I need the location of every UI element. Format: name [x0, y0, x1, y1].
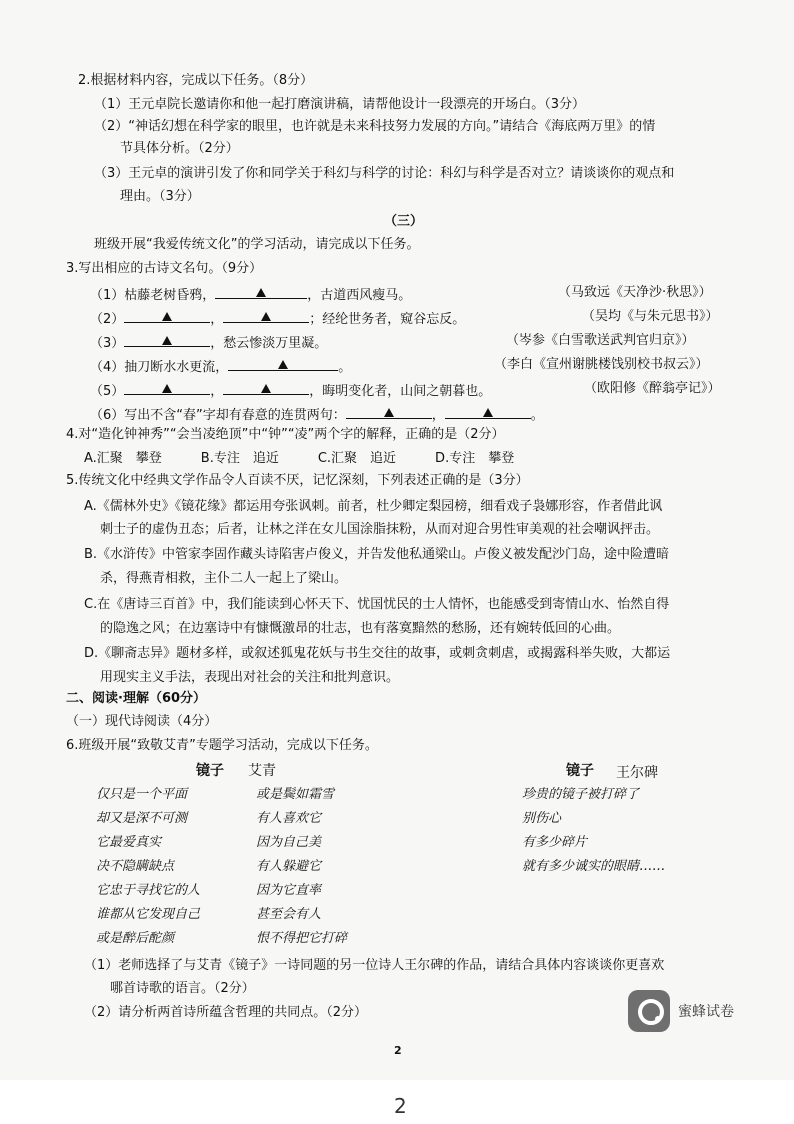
q5-option-d-line-2: 用现实主义手法，表现出对社会的关注和批判意识。 [100, 670, 400, 685]
q3-row-1-suffix: ，古道西风瘦马。 [307, 288, 412, 303]
poem-2-line: 别伤心 [522, 811, 562, 826]
poem-1-line: 决不隐瞒缺点 [96, 859, 175, 874]
q3-row-6-prefix: （6）写出不含“春”字却有春意的连贯两句： [90, 408, 346, 423]
poem-1-title: 镜子 [196, 763, 224, 779]
q3-row-6: （6）写出不含“春”字却有春意的连贯两句： ， 。 [90, 404, 544, 425]
q3-row-5: （5） ， ，晦明变化者，山间之朝暮也。 [90, 380, 491, 401]
q3-row-1 [90, 284, 411, 305]
q3-row-3-prefix: （3） [90, 336, 125, 351]
poem-1-line: 甚至会有人 [256, 907, 322, 922]
q3-row-5-source: （欧阳修《醉翁亭记》） [584, 381, 721, 396]
q6-task-1-line-2: 哪首诗歌的语言。（2分） [110, 981, 255, 996]
triangle-marker-icon [261, 384, 271, 393]
answer-blank[interactable] [228, 356, 338, 371]
poem-2-line: 有多少碎片 [522, 835, 588, 850]
q3-row-2: （2） ， ；经纶世务者，窥谷忘反。 [90, 308, 465, 329]
poem-2-author: 王尔碑 [616, 765, 658, 781]
bee-q-icon [628, 990, 670, 1032]
viewer-page-number: 2 [394, 1094, 407, 1118]
triangle-marker-icon [261, 312, 271, 321]
poem-1-line: 因为自己美 [256, 835, 322, 850]
q3-row-3 [90, 332, 327, 353]
answer-blank[interactable] [124, 332, 210, 347]
q3-row-5-prefix: （5） [90, 384, 125, 399]
q4-stem: 4.对“造化钟神秀”“会当凌绝顶”中“钟”“凌”两个字的解释，正确的是（2分） [66, 427, 505, 442]
q2-task-2-line-2: 节具体分析。（2分） [120, 141, 239, 156]
q3-row-2-source: （吴均《与朱元思书》） [582, 309, 719, 324]
poem-2-title: 镜子 [566, 763, 594, 779]
page-number: 2 [394, 1044, 402, 1057]
q3-row-1-prefix: （1）枯藤老树昏鸦， [90, 288, 216, 303]
q5-option-a-line-2: 刺士子的虚伪丑态；后者，让林之洋在女儿国涂脂抹粉，从而对迎合男性审美观的社会嘲讽抨击。 [100, 522, 660, 537]
q3-row-4-source: （李白《宣州谢朓楼饯别校书叔云》） [494, 357, 709, 372]
answer-blank[interactable] [124, 380, 210, 395]
q3-row-4-suffix: 。 [338, 360, 352, 375]
poem-1-line: 或是醉后酡颜 [96, 931, 175, 946]
q4-options: A.汇聚 攀登 B.专注 追近 C.汇聚 追近 D.专注 攀登 [84, 451, 515, 466]
triangle-marker-icon [483, 408, 493, 417]
brand-watermark: 蜜蜂试卷 [678, 1004, 734, 1020]
poem-1-line: 有人喜欢它 [256, 811, 322, 826]
poem-1-line: 有人躲避它 [256, 859, 322, 874]
q3-row-1-source: （马致远《天净沙·秋思》） [558, 285, 712, 300]
triangle-marker-icon [278, 360, 288, 369]
q6-stem: 6.班级开展“致敬艾青”专题学习活动，完成以下任务。 [66, 738, 378, 753]
poem-1-line: 因为它直率 [256, 883, 322, 898]
poem-1-line: 谁都从它发现自己 [96, 907, 201, 922]
triangle-marker-icon [162, 312, 172, 321]
answer-blank[interactable] [346, 404, 432, 419]
q6-task-2: （2）请分析两首诗所蕴含哲理的共同点。（2分） [84, 1005, 368, 1020]
q5-option-a-line-1: A.《儒林外史》《镜花缘》都运用夸张讽刺。前者，杜少卿定梨园榜，细看戏子袅娜形容，作者借此讽 [84, 499, 663, 514]
q6-task-1-line-1: （1）老师选择了与艾青《镜子》一诗同题的另一位诗人王尔碑的作品，请结合具体内容谈谈你更喜欢 [84, 958, 665, 973]
triangle-marker-icon [256, 288, 266, 297]
q3-row-3-suffix: ，愁云惨淡万里凝。 [210, 336, 328, 351]
q5-option-b-line-2: 杀，得燕青相救，主仆二人一起上了梁山。 [100, 571, 348, 586]
q3-row-4 [90, 356, 351, 377]
q5-option-d-line-1: D.《聊斋志异》题材多样，或叙述狐鬼花妖与书生交往的故事，或刺贪刺虐，或揭露科举失败，大都运 [84, 646, 671, 661]
poem-1-line: 仅只是一个平面 [96, 787, 188, 802]
q3-row-3-source: （岑参《白雪歌送武判官归京》） [506, 333, 695, 348]
q2-task-2-line-1: （2）“神话幻想在科学家的眼里，也许就是未来科技努力发展的方向。”请结合《海底两万里》的情 [94, 119, 656, 134]
q5-option-b-line-1: B.《水浒传》中管家李固作藏头诗陷害卢俊义，并告发他私通梁山。卢俊义被发配沙门岛，途中险遭暗 [84, 547, 670, 562]
part-2-subheading: （一）现代诗阅读（4分） [66, 714, 218, 729]
q5-option-c-line-1: C.在《唐诗三百首》中，我们能读到心怀天下、忧国忧民的士人情怀，也能感受到寄情山水、怡然自得 [84, 597, 670, 612]
poem-1-line: 恨不得把它打碎 [256, 931, 348, 946]
poem-2-line: 珍贵的镜子被打碎了 [522, 787, 640, 802]
section-3-intro: 班级开展“我爱传统文化”的学习活动，请完成以下任务。 [94, 237, 420, 252]
q3-row-2-prefix: （2） [90, 312, 125, 327]
q3-row-2-suffix: ；经纶世务者，窥谷忘反。 [309, 312, 466, 327]
answer-blank[interactable] [124, 308, 210, 323]
poem-2-line: 就有多少诚实的眼睛…… [522, 859, 666, 874]
poem-1-author: 艾青 [248, 763, 276, 779]
answer-blank[interactable] [223, 308, 309, 323]
triangle-marker-icon [162, 384, 172, 393]
q2-stem: 2.根据材料内容，完成以下任务。（8分） [78, 73, 314, 88]
q5-stem: 5.传统文化中经典文学作品令人百读不厌，记忆深刻，下列表述正确的是（3分） [66, 473, 529, 488]
part-2-heading: 二、阅读·理解（60分） [66, 691, 207, 706]
poem-1-line: 却又是深不可测 [96, 811, 188, 826]
answer-blank[interactable] [445, 404, 531, 419]
triangle-marker-icon [162, 336, 172, 345]
poem-1-line: 或是鬓如霜雪 [256, 787, 335, 802]
triangle-marker-icon [384, 408, 394, 417]
poem-1-line: 它最爱真实 [96, 835, 162, 850]
q3-row-4-prefix: （4）抽刀断水水更流， [90, 360, 229, 375]
q2-task-3-line-2: 理由。（3分） [120, 189, 200, 204]
answer-blank[interactable] [215, 284, 307, 299]
q3-row-5-suffix: ，晦明变化者，山间之朝暮也。 [309, 384, 492, 399]
q2-task-3-line-1: （3）王元卓的演讲引发了你和同学关于科幻与科学的讨论：科幻与科学是否对立？请谈谈你的观点和 [94, 166, 675, 181]
q3-stem: 3.写出相应的古诗文名句。（9分） [66, 261, 263, 276]
section-3-heading: （三） [384, 214, 424, 229]
answer-blank[interactable] [223, 380, 309, 395]
q5-option-c-line-2: 的隐逸之风；在边塞诗中有慷慨激昂的壮志，也有落寞黯然的愁肠，还有婉转低回的心曲。 [100, 621, 621, 636]
q2-task-1: （1）王元卓院长邀请你和他一起打磨演讲稿，请帮他设计一段漂亮的开场白。（3分） [94, 97, 586, 112]
poem-1-line: 它忠于寻找它的人 [96, 883, 201, 898]
